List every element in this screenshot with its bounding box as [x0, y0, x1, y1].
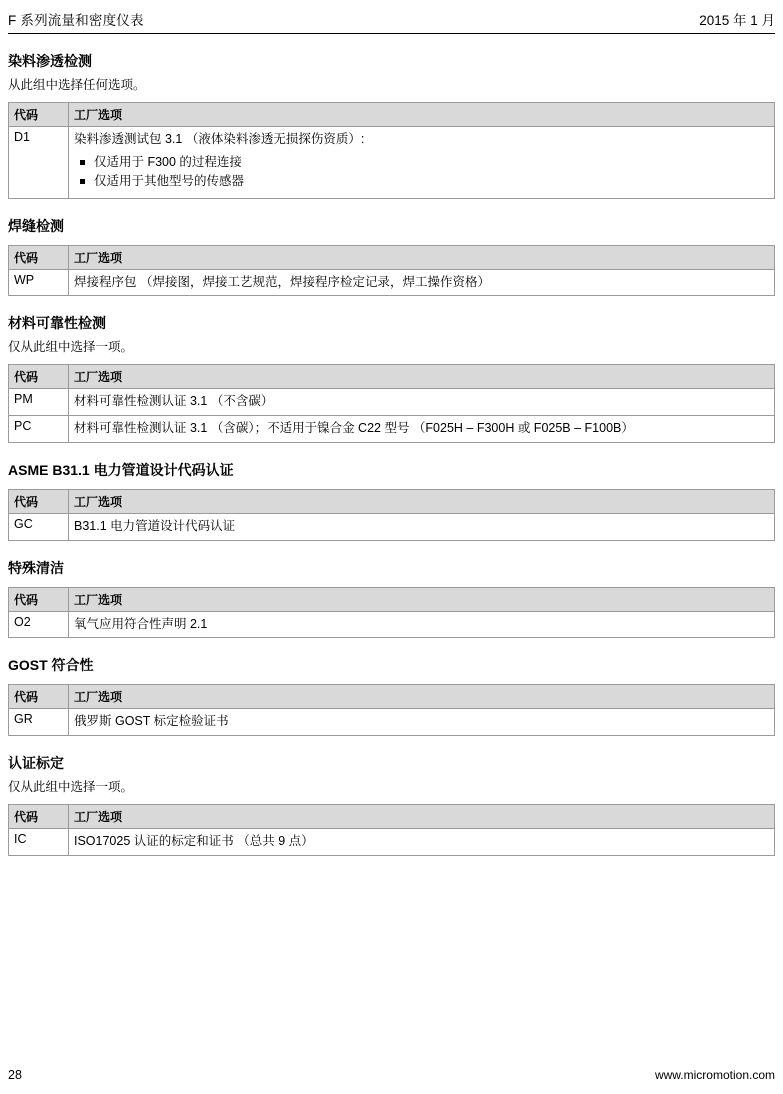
table-row [9, 389, 775, 416]
option-bullet-item: 仅适用于 F300 的过程连接 [92, 153, 769, 172]
column-header-option: 工厂选项 [69, 805, 775, 829]
option-code: IC [9, 829, 69, 856]
section-title: 特殊清洁 [8, 559, 64, 576]
header-date: 2015 年 1 月 [699, 13, 775, 28]
column-header-code: 代码 [9, 365, 69, 389]
option-bullet-item: 仅适用于其他型号的传感器 [92, 172, 769, 191]
option-description [69, 611, 775, 638]
option-section [8, 313, 775, 443]
options-table [8, 102, 775, 199]
column-header-option: 工厂选项 [69, 103, 775, 127]
table-header-row [9, 489, 775, 513]
column-header-option: 工厂选项 [69, 685, 775, 709]
table-row [9, 829, 775, 856]
option-description [69, 389, 775, 416]
column-header-option: 工厂选项 [69, 587, 775, 611]
column-header-option: 工厂选项 [69, 489, 775, 513]
option-code: GR [9, 709, 69, 736]
options-table [8, 364, 775, 443]
table-row [9, 709, 775, 736]
table-header-row [9, 587, 775, 611]
option-description-text: 焊接程序包 （焊接图，焊接工艺规范，焊接程序检定记录，焊工操作资格） [74, 274, 490, 289]
option-section [8, 51, 775, 199]
page-header [8, 0, 775, 34]
option-section [8, 460, 775, 541]
table-header-row [9, 805, 775, 829]
option-description-text: 氧气应用符合性声明 2.1 [74, 616, 208, 631]
table-header-row [9, 103, 775, 127]
section-note: 从此组中选择任何选项。 [8, 78, 146, 92]
table-header-row [9, 685, 775, 709]
option-code: WP [9, 269, 69, 296]
section-title: 染料渗透检测 [8, 53, 92, 69]
option-description-text: 材料可靠性检测认证 3.1 （不含碳） [74, 394, 274, 409]
table-row [9, 416, 775, 443]
option-code: PC [9, 416, 69, 443]
column-header-code: 代码 [9, 685, 69, 709]
footer-url: www.micromotion.com [654, 1068, 775, 1082]
option-description [69, 269, 775, 296]
table-row [9, 611, 775, 638]
section-title: 焊缝检测 [8, 217, 64, 234]
column-header-code: 代码 [9, 587, 69, 611]
column-header-code: 代码 [9, 103, 69, 127]
column-header-code: 代码 [9, 245, 69, 269]
option-bullet-list [74, 153, 769, 192]
option-description [69, 416, 775, 443]
sections-container [8, 51, 775, 856]
option-description-text: ISO17025 认证的标定和证书 （总共 9 点） [74, 834, 314, 848]
option-section [8, 753, 775, 856]
option-code: O2 [9, 611, 69, 638]
section-title: 认证标定 [8, 755, 64, 771]
options-table [8, 684, 775, 736]
section-title: ASME B31.1 电力管道设计代码认证 [8, 461, 234, 478]
column-header-option: 工厂选项 [69, 365, 775, 389]
option-description [69, 513, 775, 540]
option-description [69, 829, 775, 856]
option-description-text: 俄罗斯 GOST 标定检验证书 [74, 714, 229, 729]
header-title: F 系列流量和密度仪表 [8, 13, 144, 28]
option-code: GC [9, 513, 69, 540]
section-note: 仅从此组中选择一项。 [8, 340, 134, 355]
option-description-text: 材料可靠性检测认证 3.1 （含碳）；不适用于镍合金 C22 型号 （F025H – F300H 或 F025B – F100B） [74, 421, 634, 435]
option-section [8, 558, 775, 639]
option-code: D1 [9, 127, 69, 199]
page-number: 28 [8, 1068, 22, 1082]
section-title: 材料可靠性检测 [8, 315, 106, 332]
column-header-option: 工厂选项 [69, 245, 775, 269]
table-row [9, 127, 775, 199]
table-header-row [9, 365, 775, 389]
table-row [9, 513, 775, 540]
page-footer [8, 1068, 775, 1082]
option-section [8, 216, 775, 297]
option-section [8, 655, 775, 736]
table-header-row [9, 245, 775, 269]
option-description-text: B31.1 电力管道设计代码认证 [74, 518, 236, 533]
table-row [9, 269, 775, 296]
section-title: GOST 符合性 [8, 657, 94, 674]
options-table [8, 245, 775, 297]
option-description [69, 709, 775, 736]
options-table [8, 804, 775, 856]
options-table [8, 587, 775, 639]
section-note: 仅从此组中选择一项。 [8, 780, 134, 794]
options-table [8, 489, 775, 541]
column-header-code: 代码 [9, 489, 69, 513]
option-code: PM [9, 389, 69, 416]
column-header-code: 代码 [9, 805, 69, 829]
option-description-text: 染料渗透测试包 3.1 （液体染料渗透无损探伤资质）: [74, 132, 365, 146]
option-description [69, 127, 775, 199]
